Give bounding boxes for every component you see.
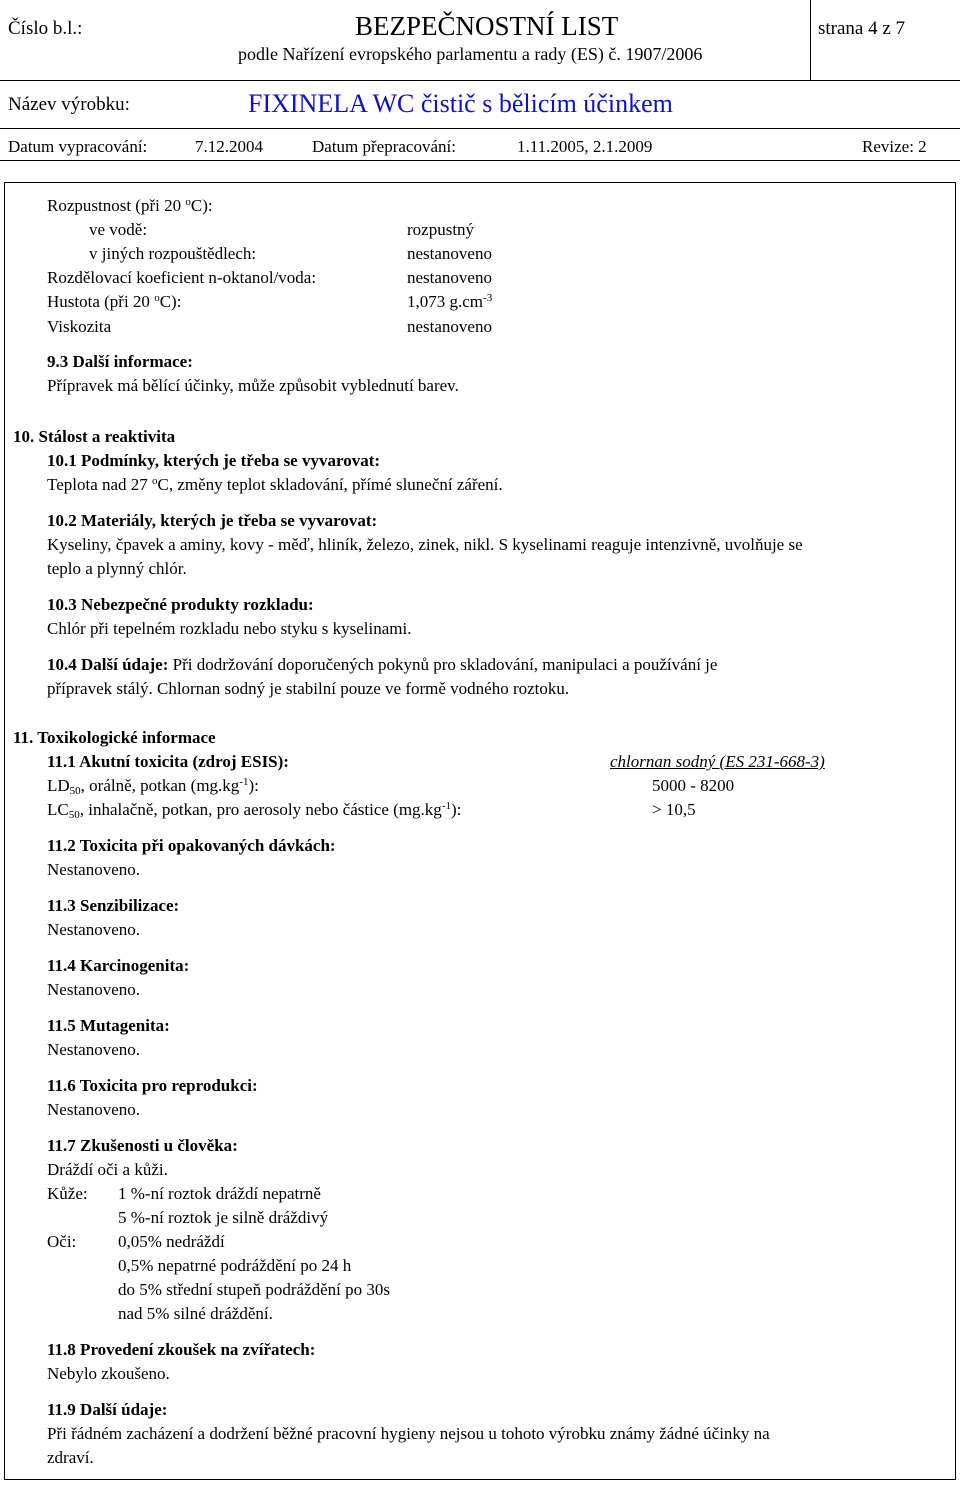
- solubility-other-value: nestanoveno: [407, 244, 492, 263]
- partition-coefficient-label: Rozdělovací koeficient n-oktanol/voda:: [47, 268, 317, 287]
- header-separator: [810, 0, 811, 80]
- section-10-3-text: Chlór při tepelném rozkladu nebo styku s kyselinami.: [47, 619, 412, 638]
- ld50-label: $LD_{50}$, orálně, potkan $(mg.kg^{-1})$:: [47, 776, 259, 797]
- solubility-water-value: rozpustný: [407, 220, 475, 239]
- section-10-3-heading: 10.3 Nebezpečné produkty rozkladu:: [47, 595, 314, 614]
- section-9-3-heading: 9.3 Další informace:: [47, 352, 193, 371]
- product-name-label: Název výrobku:: [8, 94, 130, 115]
- density-value: 1,073 $g.cm^{-3}$: [407, 292, 493, 311]
- product-name: FIXINELA WC čistič s bělicím účinkem: [248, 89, 673, 118]
- page-indicator: strana 4 z 7: [818, 18, 906, 39]
- section-10-1-heading: 10.1 Podmínky, kterých je třeba se vyvarovat:: [47, 451, 381, 470]
- skin-line-1: 1 %-ní roztok dráždí nepatrně: [118, 1184, 321, 1203]
- date-created-label: Datum vypracování:: [8, 137, 148, 156]
- eye-label: Oči:: [47, 1232, 77, 1251]
- date-revised-label: Datum přepracování:: [312, 137, 456, 156]
- section-11-4-text: Nestanoveno.: [47, 980, 141, 999]
- section-11-7-text: Dráždí oči a kůži.: [47, 1160, 168, 1179]
- document-header: [0, 0, 960, 156]
- section-11-5-heading: 11.5 Mutagenita:: [47, 1016, 170, 1035]
- viscosity-value: nestanoveno: [407, 317, 492, 336]
- document-subtitle: podle Nařízení evropského parlamentu a rady (ES) č. 1907/2006: [238, 44, 703, 64]
- section-10-4-text-line2: přípravek stálý. Chlornan sodný je stabilní pouze ve formě vodného roztoku.: [47, 679, 570, 698]
- section-11-6-text: Nestanoveno.: [47, 1100, 141, 1119]
- section-11-2-heading: 11.2 Toxicita při opakovaných dávkách:: [47, 836, 336, 855]
- section-11-5-text: Nestanoveno.: [47, 1040, 141, 1059]
- eye-line-1: 0,05% nedráždí: [118, 1232, 225, 1251]
- revision-number: Revize: 2: [862, 137, 927, 156]
- section-11-3-heading: 11.3 Senzibilizace:: [47, 896, 180, 915]
- section-10-4-line1: 10.4 Další údaje: Při dodržování doporučených pokynů pro skladování, manipulaci a používání je: [47, 655, 718, 674]
- substance-name: chlornan sodný (ES 231-668-3): [610, 752, 825, 771]
- section-11-9-text-line2: zdraví.: [47, 1448, 94, 1467]
- section-11-9-heading: 11.9 Další údaje:: [47, 1400, 168, 1419]
- section-9-3-text: Přípravek má bělící účinky, může způsobit vyblednutí barev.: [47, 376, 459, 395]
- safety-sheet-number-label: Číslo b.l.:: [8, 18, 83, 39]
- density-label: Hustota (při 20 $^o$C):: [47, 292, 182, 311]
- section-11-8-heading: 11.8 Provedení zkoušek na zvířatech:: [47, 1340, 316, 1359]
- solubility-other-label: v jiných rozpouštědlech:: [89, 244, 257, 263]
- section-10-1-text: Teplota nad 27 $^o$C, změny teplot skladování, přímé sluneční záření.: [47, 475, 503, 494]
- section-10-heading: 10. Stálost a reaktivita: [13, 427, 176, 446]
- lc50-value: > 10,5: [652, 800, 696, 819]
- section-11-7-heading: 11.7 Zkušenosti u člověka:: [47, 1136, 238, 1155]
- section-10-2-text-line2: teplo a plynný chlór.: [47, 559, 187, 578]
- skin-label: Kůže:: [47, 1184, 88, 1203]
- section-11-4-heading: 11.4 Karcinogenita:: [47, 956, 190, 975]
- section-11-1-heading: 11.1 Akutní toxicita (zdroj ESIS):: [47, 752, 289, 771]
- header-divider-2: [0, 128, 960, 129]
- viscosity-label: Viskozita: [47, 317, 112, 336]
- eye-line-2: 0,5% nepatrné podráždění po 24 h: [118, 1256, 352, 1275]
- section-11-heading: 11. Toxikologické informace: [13, 728, 216, 747]
- solubility-water-label: ve vodě:: [89, 220, 148, 239]
- section-10-2-heading: 10.2 Materiály, kterých je třeba se vyvarovat:: [47, 511, 378, 530]
- header-divider-1: [0, 80, 960, 81]
- section-11-9-text-line1: Při řádném zacházení a dodržení běžné pracovní hygieny nejsou u tohoto výrobku známy žádné účinky na: [47, 1424, 770, 1443]
- date-created: 7.12.2004: [195, 137, 263, 156]
- document-title: BEZPEČNOSTNÍ LIST: [355, 11, 619, 41]
- header-divider-3: [0, 160, 960, 161]
- solubility-label: Rozpustnost (při 20 $^o$C):: [47, 196, 213, 215]
- eye-line-4: nad 5% silné dráždění.: [118, 1304, 273, 1323]
- partition-coefficient-value: nestanoveno: [407, 268, 492, 287]
- section-10-2-text-line1: Kyseliny, čpavek a aminy, kovy - měď, hliník, železo, zinek, nikl. S kyselinami reaguje intenzivně, uvolňuje se: [47, 535, 803, 554]
- section-10-4-heading: 10.4 Další údaje:: [47, 655, 169, 674]
- ld50-value: 5000 - 8200: [652, 776, 735, 795]
- eye-line-3: do 5% střední stupeň podráždění po 30s: [118, 1280, 390, 1299]
- section-11-6-heading: 11.6 Toxicita pro reprodukci:: [47, 1076, 258, 1095]
- skin-line-2: 5 %-ní roztok je silně dráždivý: [118, 1208, 329, 1227]
- lc50-label: $LC_{50}$, inhalačně, potkan, pro aerosoly nebo částice $(mg.kg^{-1})$:: [47, 800, 462, 821]
- section-11-8-text: Nebylo zkoušeno.: [47, 1364, 170, 1383]
- section-11-2-text: Nestanoveno.: [47, 860, 141, 879]
- date-revised: 1.11.2005, 2.1.2009: [517, 137, 653, 156]
- section-11-3-text: Nestanoveno.: [47, 920, 141, 939]
